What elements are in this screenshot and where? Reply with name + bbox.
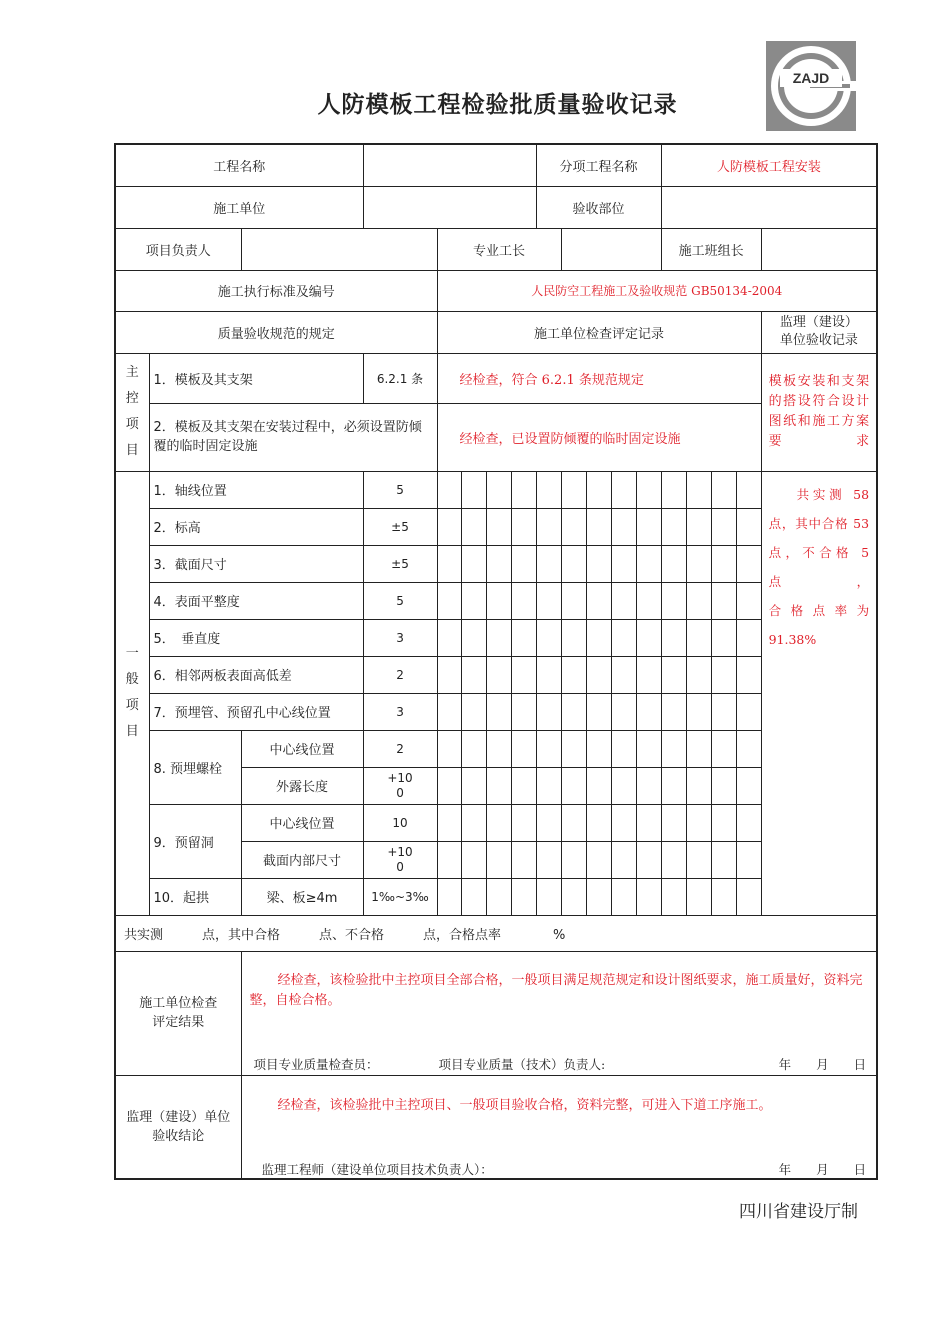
logo-text: ZAJD — [792, 70, 830, 86]
construction-eval-text: 经检查，该检验批中主控项目全部合格，一般项目满足规范规定和设计图纸要求，施工质量好，资料完整，自检合格。 — [249, 972, 863, 1008]
inspection-table — [114, 143, 878, 1180]
general-item-4-label: 4．表面平整度 — [149, 582, 363, 619]
arch-value: 1‰~3‰ — [363, 878, 437, 915]
bolt-sub1-label: 中心线位置 — [241, 730, 363, 767]
general-item-6-label: 6．相邻两板表面高低差 — [149, 656, 363, 693]
record-column-header: 施工单位检查评定记录 — [437, 311, 761, 353]
main-item-2-label: 2．模板及其支架在安装过程中，必须设置防倾覆的临时固定设施 — [149, 403, 437, 471]
project-manager-value[interactable] — [241, 228, 437, 270]
general-item-1-label: 1．轴线位置 — [149, 471, 363, 508]
hole-sub1-value: 10 — [363, 804, 437, 841]
acceptance-part-label: 验收部位 — [536, 186, 661, 228]
supervision-engineer-label: 监理工程师（建设单位项目技术负责人）： — [261, 1162, 493, 1177]
acceptance-part-value[interactable] — [661, 186, 877, 228]
sub-project-value: 人防模板工程安装 — [661, 144, 877, 186]
main-item-2-record: 经检查，已设置防倾覆的临时固定设施 — [437, 403, 761, 471]
hole-label: 9．预留洞 — [149, 804, 241, 878]
general-item-4-value: 5 — [363, 582, 437, 619]
construction-eval-cell — [241, 951, 877, 1075]
construction-eval-label: 施工单位检查 评定结果 — [115, 951, 241, 1075]
sub-project-label: 分项工程名称 — [536, 144, 661, 186]
team-leader-value[interactable] — [761, 228, 877, 270]
main-item-1-record: 经检查，符合 6.2.1 条规范规定 — [437, 353, 761, 403]
main-item-1-clause: 6.2.1 条 — [363, 353, 437, 403]
general-item-1-value: 5 — [363, 471, 437, 508]
supervision-column-header: 监理（建设） 单位验收记录 — [761, 311, 877, 353]
summary-line: 共实测 点，其中合格 点、不合格 点，合格点率 % — [115, 915, 877, 951]
general-item-5-value: 3 — [363, 619, 437, 656]
general-item-5-label: 5． 垂直度 — [149, 619, 363, 656]
hole-sub1-label: 中心线位置 — [241, 804, 363, 841]
quality-inspector-label: 项目专业质量检查员： — [253, 1056, 379, 1072]
arch-sub-label: 梁、板≥4m — [241, 878, 363, 915]
general-row — [115, 471, 877, 508]
general-item-2-value: ±5 — [363, 508, 437, 545]
bolt-sub2-label: 外露长度 — [241, 767, 363, 804]
bolt-sub2-value: +10 0 — [363, 767, 437, 804]
project-manager-label: 项目负责人 — [115, 228, 241, 270]
general-item-3-label: 3．截面尺寸 — [149, 545, 363, 582]
general-item-6-value: 2 — [363, 656, 437, 693]
hole-sub2-value: +10 0 — [363, 841, 437, 878]
project-name-label: 工程名称 — [115, 144, 363, 186]
construction-eval-date: 年 月 日 — [778, 1056, 867, 1072]
supervision-eval-text: 经检查，该检验批中主控项目、一般项目验收合格，资料完整，可进入下道工序施工。 — [277, 1097, 772, 1113]
general-item-3-value: ±5 — [363, 545, 437, 582]
standard-label: 施工执行标准及编号 — [115, 270, 437, 311]
zajd-logo-icon — [766, 41, 856, 131]
foreman-value[interactable] — [561, 228, 661, 270]
main-control-label: 主 控 项 目 — [115, 353, 149, 471]
spec-column-header: 质量验收规范的规定 — [115, 311, 437, 353]
general-label: 一 般 项 目 — [115, 471, 149, 915]
general-supervision: 共实测 58 点，其中合格 53 点，不合格 5 点， 合 格 点 率 为 91.38% — [761, 471, 877, 915]
supervision-eval-cell — [241, 1075, 877, 1179]
foreman-label: 专业工长 — [437, 228, 561, 270]
general-item-7-value: 3 — [363, 693, 437, 730]
supervision-eval-label: 监理（建设）单位 验收结论 — [115, 1075, 241, 1179]
general-item-7-label: 7．预埋管、预留孔中心线位置 — [149, 693, 363, 730]
supervision-eval-date: 年 月 日 — [778, 1162, 867, 1177]
main-control-supervision: 模板安装和支架的搭设符合设计图纸和施工方案要求 — [761, 353, 877, 471]
issuer-footer: 四川省建设厅制 — [739, 1202, 858, 1222]
quality-responsible-label: 项目专业质量（技术）负责人: — [438, 1056, 606, 1072]
construction-unit-value[interactable] — [363, 186, 536, 228]
construction-unit-label: 施工单位 — [115, 186, 363, 228]
bolt-label: 8. 预埋螺栓 — [149, 730, 241, 804]
main-item-1-label: 1．模板及其支架 — [149, 353, 363, 403]
project-name-value[interactable] — [363, 144, 536, 186]
general-item-2-label: 2．标高 — [149, 508, 363, 545]
standard-value: 人民防空工程施工及验收规范 GB50134-2004 — [437, 270, 877, 311]
bolt-sub1-value: 2 — [363, 730, 437, 767]
arch-label: 10．起拱 — [149, 878, 241, 915]
hole-sub2-label: 截面内部尺寸 — [241, 841, 363, 878]
page-title: 人防模板工程检验批质量验收记录 — [317, 92, 678, 118]
team-leader-label: 施工班组长 — [661, 228, 761, 270]
